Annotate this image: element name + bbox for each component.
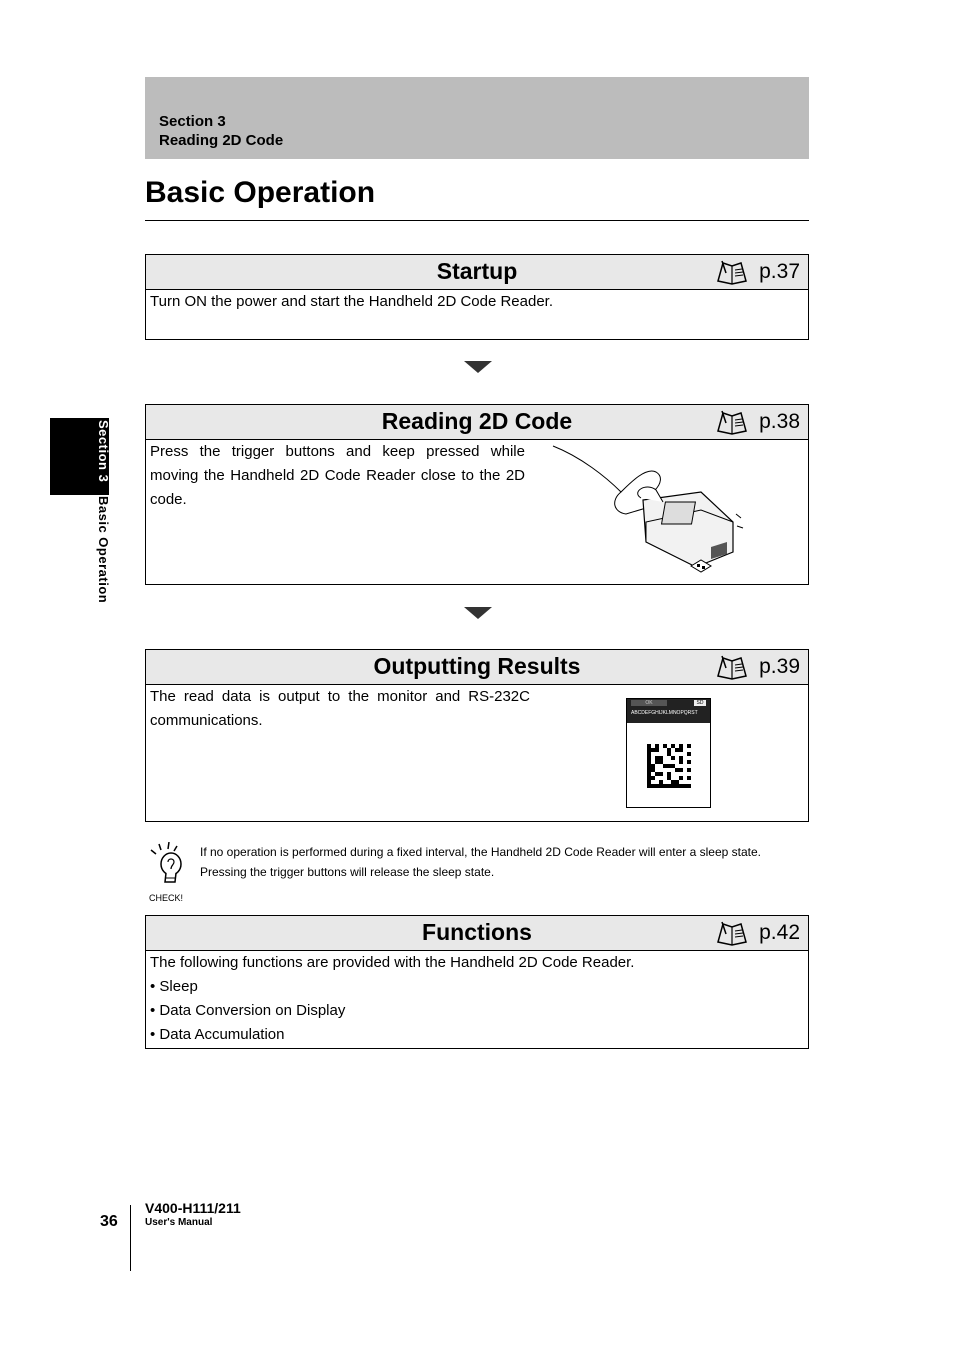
- monitor-screen-illustration: [626, 698, 711, 808]
- step-reading-page-ref[interactable]: [715, 407, 800, 437]
- step-output-body: [146, 685, 808, 821]
- functions-box: [145, 915, 809, 1049]
- functions-list-item: • Sleep: [150, 978, 198, 995]
- flow-arrow-icon: [464, 607, 492, 619]
- hand-holding-reader-illustration: [551, 442, 751, 580]
- functions-page-ref[interactable]: [715, 918, 800, 948]
- section-chapter: Reading 2D Code: [159, 132, 284, 149]
- check-note-text: [200, 842, 808, 882]
- book-reference-icon: [715, 409, 749, 435]
- step-reading-box: [145, 404, 809, 585]
- page-title: Basic Operation: [145, 176, 376, 209]
- functions-header: [146, 916, 808, 951]
- check-icon-label: CHECK!: [149, 893, 184, 903]
- step-startup-page-number: p.37: [759, 260, 800, 283]
- step-output-page-ref[interactable]: [715, 652, 800, 682]
- flow-arrow-icon: [464, 361, 492, 373]
- title-divider: [145, 220, 809, 221]
- step-startup-description: Turn ON the power and start the Handheld 2D Code Reader.: [150, 293, 554, 310]
- lightbulb-check-icon: [147, 842, 193, 888]
- side-section-number: Section 3: [96, 420, 111, 483]
- datamatrix-code-icon: [647, 744, 691, 788]
- monitor-status-ok: OK: [631, 700, 667, 706]
- functions-body: [146, 951, 808, 1047]
- step-reading-description: Press the trigger buttons and keep pressed while moving the Handheld 2D Code Reader close to the 2D code.: [150, 443, 525, 508]
- functions-page-number: p.42: [759, 921, 800, 944]
- footer-manual-label: User's Manual: [145, 1217, 213, 1228]
- monitor-status-bar: [627, 699, 710, 723]
- step-output-box: [145, 649, 809, 822]
- step-output-title: Outputting Results: [373, 653, 581, 679]
- step-startup-page-ref[interactable]: [715, 257, 800, 287]
- book-reference-icon: [715, 654, 749, 680]
- side-section-topic: Basic Operation: [96, 496, 111, 604]
- check-note-line: If no operation is performed during a fixed interval, the Handheld 2D Code Reader will enter a sleep state.: [200, 845, 761, 859]
- functions-intro: The following functions are provided with the Handheld 2D Code Reader.: [150, 954, 635, 971]
- step-output-description: The read data is output to the monitor and RS-232C communications.: [150, 688, 530, 729]
- functions-title: Functions: [422, 919, 532, 945]
- step-startup-header: [146, 255, 808, 290]
- book-reference-icon: [715, 259, 749, 285]
- functions-list-item: • Data Conversion on Display: [150, 1002, 346, 1019]
- footer-divider: [130, 1205, 131, 1271]
- step-reading-page-number: p.38: [759, 410, 800, 433]
- side-section-label: [96, 420, 111, 604]
- section-header-text: [159, 112, 283, 150]
- check-note-icon-wrap: [147, 842, 193, 902]
- step-startup-box: [145, 254, 809, 340]
- functions-list-item: • Data Accumulation: [150, 1026, 285, 1043]
- step-reading-header: [146, 405, 808, 440]
- step-startup-title: Startup: [436, 258, 518, 284]
- step-reading-body: [146, 440, 808, 584]
- book-reference-icon: [715, 920, 749, 946]
- step-output-header: [146, 650, 808, 685]
- monitor-status-right: SD: [694, 700, 706, 706]
- step-reading-title: Reading 2D Code: [381, 408, 573, 434]
- section-header-band: [145, 77, 809, 159]
- monitor-data-text: ABCDEFGHIJKLMNOPQRST: [631, 710, 698, 716]
- check-note-line: Pressing the trigger buttons will release the sleep state.: [200, 865, 495, 879]
- step-startup-body: [146, 290, 808, 314]
- section-number: Section 3: [159, 113, 226, 130]
- page-number: 36: [100, 1213, 118, 1230]
- footer-model: V400-H111/211: [145, 1200, 241, 1216]
- step-output-page-number: p.39: [759, 655, 800, 678]
